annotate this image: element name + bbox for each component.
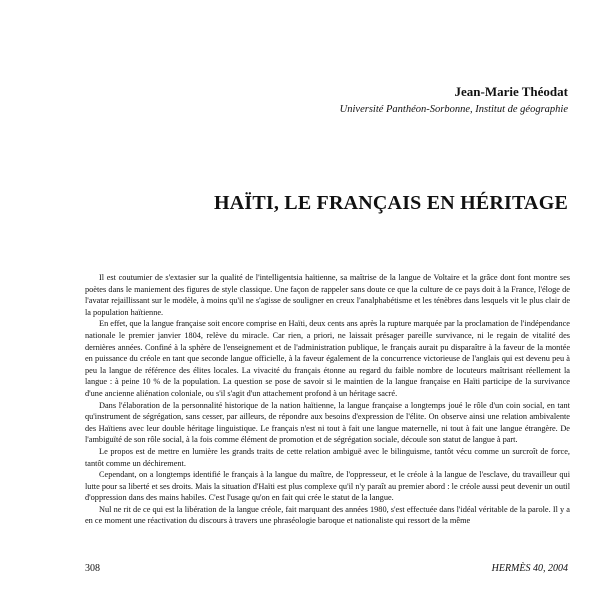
- article-title: HAÏTI, LE FRANÇAIS EN HÉRITAGE: [213, 192, 568, 214]
- article-body: [85, 272, 570, 527]
- paragraph: Il est coutumier de s'extasier sur la qualité de l'intelligentsia haïtienne, sa maîtrise de la langue de Voltaire et la grâce dont font montre ses poètes dans le maniement des figures de style classique. Une façon de rappeler sans doute ce que la culture de ce pays doit à la France, l'éloge de l'avatar rejaillissant sur le modèle, à moins qu'il ne s'agisse de souligner en creux l'analphabétisme et les ténèbres dans lesquels vit le plus clair de la population haïtienne.: [85, 273, 570, 317]
- paragraph: Nul ne rit de ce qui est la libération de la langue créole, fait marquant des années 1980, s'est effectuée dans l'idéal véritable de la parole. Il y a en ce moment une réactivation du discours à travers une phraséologie baroque et nationaliste qui ressort de la même: [85, 504, 570, 526]
- page-number: 308: [85, 563, 100, 574]
- author-affiliation: Université Panthéon-Sorbonne, Institut de géographie: [339, 104, 568, 115]
- paragraph: Dans l'élaboration de la personnalité historique de la nation haïtienne, la langue française a longtemps joué le rôle d'un coin social, en tant qu'instrument de ségrégation, sans cesser, par ailleurs, de répondre aux besoins d'expression de l'élite. On observe ainsi une relation ambivalente des Haïtiens avec leur double héritage linguistique. Le français n'est ni tout à fait une langue maternelle, ni tout à fait une langue étrangère. De l'ambiguïté de son rôle social, à la fois comme élément de promotion et de ségrégation sociale, découle son statut de langue à part.: [85, 400, 570, 445]
- author-name: Jean-Marie Théodat: [454, 84, 568, 99]
- paragraph: Cependant, on a longtemps identifié le français à la langue du maître, de l'oppresseur, et le créole à la langue de l'esclave, du travailleur qui lutte pour sa liberté et ses droits. Mais la situation d'Haïti est plus complexe qu'il n'y paraît au premier abord : le créole aussi peut devenir un outil d'oppression dans des mains habiles. C'est l'usage qu'on en fait qui crée le statut de la langue.: [85, 470, 570, 503]
- journal-reference: HERMÈS 40, 2004: [491, 563, 568, 574]
- paragraph: En effet, que la langue française soit encore comprise en Haïti, deux cents ans après la rupture marquée par la proclamation de l'indépendance nationale le premier janvier 1804, relève du miracle. Car rien, a priori, ne laissait présager pareille survivance, ni le regain de vitalité des dernières années. Confiné à la sphère de l'enseignement et de l'administration publique, le français aurait pu disparaître à la faveur de la montée en puissance du créole en tant que seconde langue officielle, à la faveur également de la concurrence victorieuse de l'anglais qui est devenu peu à peu la langue de référence des élites locales. La vivacité du français étonne au regard du faible nombre de locuteurs maîtrisant réellement la langue : à peine 10 % de la population. La question se pose de savoir si le maintien de la langue française en Haïti participe de la survivance d'une ancienne aliénation coloniale, ou s'il s'agit d'un attachement profond à un héritage sacré.: [85, 319, 570, 398]
- paragraph: Le propos est de mettre en lumière les grands traits de cette relation ambiguë avec le bilinguisme, tantôt vécu comme un surcroît de force, tantôt comme un déchirement.: [85, 446, 570, 468]
